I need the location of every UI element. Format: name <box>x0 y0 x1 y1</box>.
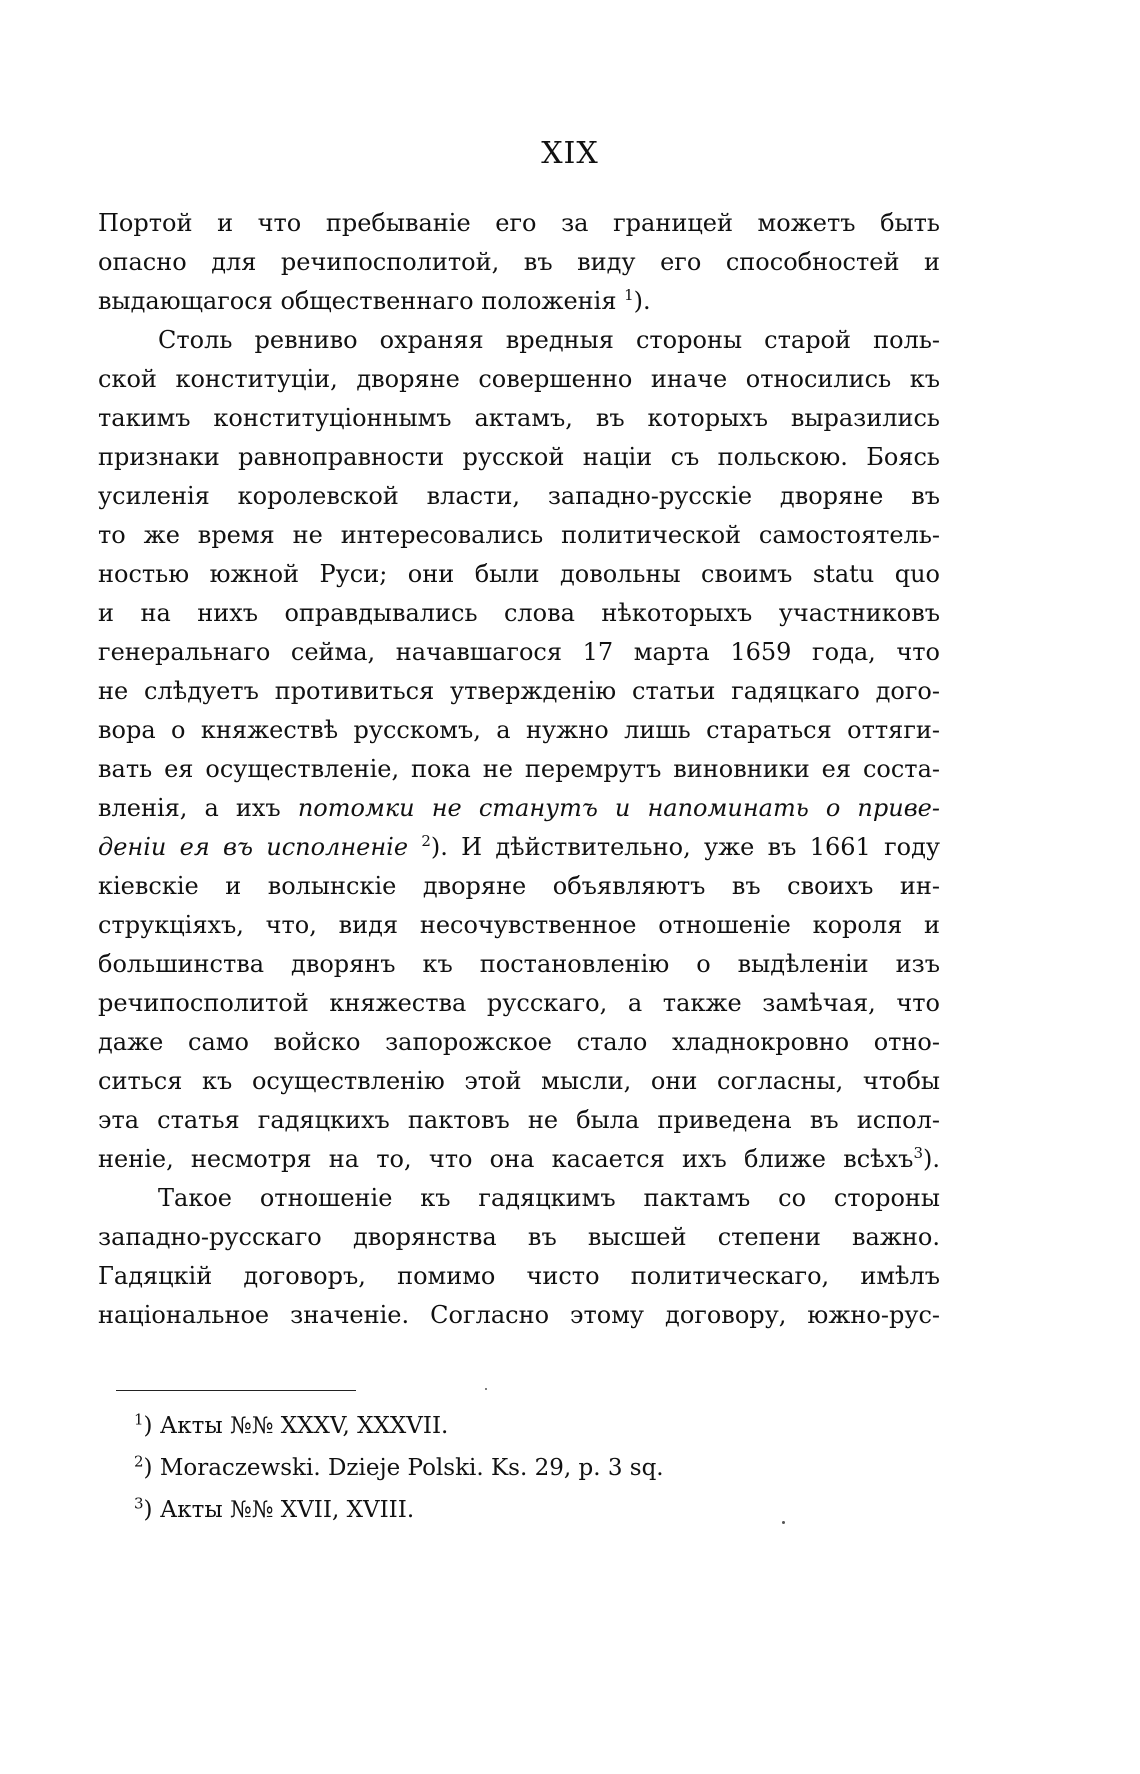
footnote-ref: 1 <box>624 286 634 304</box>
footnote-mark: 3 <box>134 1494 144 1513</box>
footnote-text: ) Акты №№ XVII, XVIII. <box>143 1497 415 1523</box>
italic-segment: деніи ея въ исполненіе <box>98 833 409 861</box>
text-line: и на нихъ оправдывались слова нѣкоторыхъ участниковъ <box>98 599 940 627</box>
text-line: ностью южной Руси; они были довольны своимъ statu quo <box>98 560 940 588</box>
text-segment: ). И дѣйствительно, уже въ 1661 году <box>430 833 940 861</box>
text-line <box>98 828 940 867</box>
text-line: генеральнаго сейма, начавшагося 17 марта 1659 года, что <box>98 638 940 666</box>
text-line: ситься къ осуществленію этой мысли, они согласны, чтобы <box>98 1067 940 1095</box>
text-line: такимъ конституціоннымъ актамъ, въ которыхъ выразились <box>98 404 940 432</box>
text-line <box>98 282 940 321</box>
scan-speck <box>782 1521 785 1524</box>
text-segment: вленія, а ихъ <box>98 794 281 822</box>
footnote <box>134 1489 664 1531</box>
footnote-rule <box>116 1390 356 1391</box>
footnote-text: ) Акты №№ XXXV, XXXVII. <box>143 1413 449 1439</box>
text-line <box>98 1140 940 1179</box>
footnote-text: ) Moraczewski. Dzieje Polski. Ks. 29, p. 3 sq. <box>143 1455 664 1481</box>
text-line: струкціяхъ, что, видя несочувственное отношеніе короля и <box>98 911 940 939</box>
text-line: вора о княжествѣ русскомъ, а нужно лишь стараться оттяги- <box>98 716 940 744</box>
text-line: большинства дворянъ къ постановленію о выдѣленіи изъ <box>98 950 940 978</box>
body-text <box>98 204 940 1335</box>
footnote-ref: 3 <box>913 1144 923 1162</box>
text-line: усиленія королевской власти, западно-русскіе дворяне въ <box>98 482 940 510</box>
text-line: даже само войско запорожское стало хладнокровно отно- <box>98 1028 940 1056</box>
footnote <box>134 1405 664 1447</box>
text-line: эта статья гадяцкихъ пактовъ не была приведена въ испол- <box>98 1106 940 1134</box>
text-line: Такое отношеніе къ гадяцкимъ пактамъ со стороны <box>158 1184 940 1212</box>
text-line: кіевскіе и волынскіе дворяне объявляютъ въ своихъ ин- <box>98 872 940 900</box>
text-line: то же время не интересовались политической самостоятель- <box>98 521 940 549</box>
page-number: XIX <box>541 136 599 171</box>
text-line: Гадяцкій договоръ, помимо чисто политическаго, имѣлъ <box>98 1262 940 1290</box>
footnotes <box>134 1405 664 1531</box>
text-segment: выдающагося общественнаго положенія <box>98 287 617 315</box>
text-line: вать ея осуществленіе, пока не перемрутъ виновники ея соста- <box>98 755 940 783</box>
text-line: признаки равноправности русской націи съ польскою. Боясь <box>98 443 940 471</box>
scan-speck <box>485 1388 487 1390</box>
text-line: опасно для речипосполитой, въ виду его способностей и <box>98 248 940 276</box>
text-line: речипосполитой княжества русскаго, а также замѣчая, что <box>98 989 940 1017</box>
text-line: Столь ревниво охраняя вредныя стороны старой поль- <box>158 326 940 354</box>
footnote-mark: 1 <box>134 1410 144 1429</box>
text-line <box>98 789 940 828</box>
italic-segment: потомки не станутъ и напоминать о приве- <box>297 794 940 822</box>
footnote-ref: 2 <box>421 832 431 850</box>
text-segment: ). <box>923 1145 940 1173</box>
footnote <box>134 1447 664 1489</box>
text-line: не слѣдуетъ противиться утвержденію статьи гадяцкаго дого- <box>98 677 940 705</box>
footnote-mark: 2 <box>134 1452 144 1471</box>
text-line: ской конституціи, дворяне совершенно иначе относились къ <box>98 365 940 393</box>
text-line: Портой и что пребываніе его за границей можетъ быть <box>98 209 940 237</box>
text-line: западно-русскаго дворянства въ высшей степени важно. <box>98 1223 940 1251</box>
text-segment: ). <box>633 287 651 315</box>
text-line: національное значеніе. Согласно этому договору, южно-рус- <box>98 1301 940 1329</box>
text-segment: неніе, несмотря на то, что она касается ихъ ближе всѣхъ <box>98 1145 914 1173</box>
